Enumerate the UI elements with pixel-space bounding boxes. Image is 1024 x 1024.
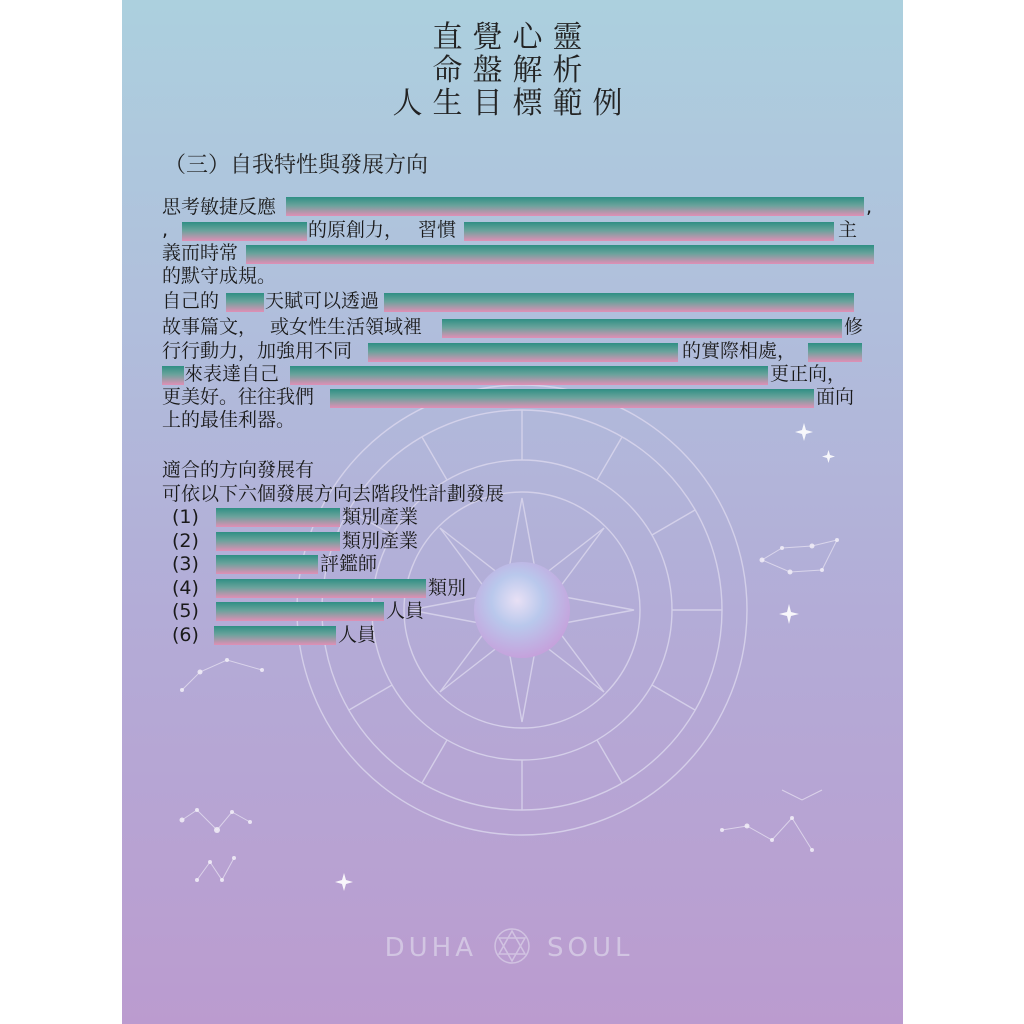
body-text: 修 — [844, 316, 864, 338]
body-text: 的原創力， — [308, 219, 404, 241]
list-item-number: (1) — [172, 506, 199, 528]
redaction-bar — [216, 579, 426, 598]
list-item-number: (3) — [172, 553, 199, 575]
body-text: 來表達自己 — [184, 363, 280, 385]
body-text: , — [866, 196, 873, 218]
body-text: 更美好。往往我們 — [162, 386, 315, 408]
list-item — [172, 624, 572, 647]
list-item-number: (2) — [172, 530, 199, 552]
title-line-1: 直覺心靈 — [432, 20, 593, 55]
list-item-text: 類別產業 — [342, 530, 419, 552]
duha-soul-logo — [122, 926, 903, 966]
list-item-text: 類別產業 — [342, 506, 419, 528]
body-text: 更正向， — [770, 363, 847, 385]
title-line-3: 人生目標範例 — [392, 86, 633, 121]
body-text: 或女性生活領域裡 — [270, 316, 423, 338]
body-text: 故事篇文， — [162, 316, 258, 338]
list-item-text: 人員 — [338, 624, 377, 646]
body-text: 習慣 — [418, 219, 457, 241]
watermark-left: DUHA — [384, 933, 477, 963]
list-item-text: 人員 — [386, 600, 425, 622]
redaction-bar — [286, 197, 864, 216]
body-text: 上的最佳利器。 — [162, 409, 296, 431]
redaction-bar — [226, 293, 264, 312]
redaction-bar — [216, 555, 318, 574]
list-item — [172, 506, 572, 529]
body-text: 面向 — [816, 386, 855, 408]
section-heading: （三）自我特性與發展方向 — [164, 153, 429, 178]
body-text: 義而時常 — [162, 242, 239, 264]
redaction-bar — [182, 222, 307, 241]
list-item — [172, 577, 572, 600]
body-text: 行行動力，加強用不同 — [162, 340, 353, 362]
watermark-right: SOUL — [547, 933, 634, 963]
list-item — [172, 600, 572, 623]
list-item-number: (6) — [172, 624, 199, 646]
list-intro: 可依以下六個發展方向去階段性計劃發展 — [162, 483, 505, 505]
redaction-bar — [290, 366, 768, 385]
list-item-text: 評鑑師 — [320, 553, 378, 575]
list-item — [172, 530, 572, 553]
body-text: 天賦可以透過 — [265, 290, 380, 312]
redaction-bar — [216, 532, 340, 551]
redaction-bar — [464, 222, 834, 241]
redaction-bar — [216, 602, 384, 621]
body-text: 思考敏捷反應 — [162, 196, 277, 218]
list-intro: 適合的方向發展有 — [162, 459, 315, 481]
body-text: 的默守成規。 — [162, 265, 277, 287]
redaction-bar — [442, 319, 842, 338]
redaction-bar — [216, 508, 340, 527]
redaction-bar — [384, 293, 854, 312]
redaction-bar — [246, 245, 874, 264]
list-item-text: 類別 — [428, 577, 467, 599]
list-item-number: (5) — [172, 600, 199, 622]
list-item-number: (4) — [172, 577, 199, 599]
list-item — [172, 553, 572, 576]
redaction-bar — [808, 343, 862, 362]
document-page — [122, 0, 903, 1024]
body-text: 的實際相處， — [682, 340, 797, 362]
body-text: 自己的 — [162, 290, 220, 312]
redaction-bar — [162, 366, 184, 385]
title-line-2: 命盤解析 — [432, 53, 593, 88]
redaction-bar — [368, 343, 678, 362]
body-text: 主 — [838, 219, 858, 241]
redaction-bar — [214, 626, 336, 645]
redaction-bar — [330, 389, 814, 408]
body-text: , — [162, 219, 169, 241]
